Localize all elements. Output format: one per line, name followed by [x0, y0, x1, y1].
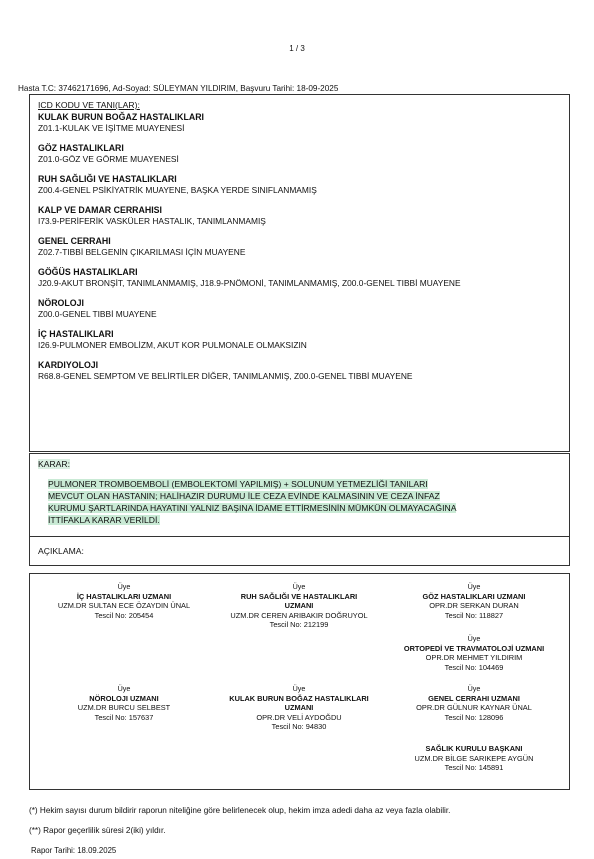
diagnosis-group [38, 205, 561, 227]
diagnosis-text: Z01.0-GÖZ VE GÖRME MUAYENESİ [38, 154, 179, 164]
diagnosis-department: RUH SAĞLIĞI VE HASTALIKLARI [38, 174, 177, 184]
member-role: Üye [467, 582, 481, 591]
diagnosis-text: I73.9-PERİFERİK VASKÜLER HASTALIK, TANIMLANMAMIŞ [38, 216, 266, 226]
diagnosis-department: NÖROLOJI [38, 298, 84, 308]
member-name: OPR.DR GÜLNUR KAYNAR ÜNAL [416, 703, 532, 713]
decision-text [48, 478, 561, 526]
committee-chair [394, 744, 554, 773]
member-name: UZM.DR SULTAN ECE ÖZAYDIN ÜNAL [57, 601, 191, 611]
patient-info-line: Hasta T.C: 37462171696, Ad-Soyad: SÜLEYMAN YILDIRIM, Başvuru Tarihi: 18-09-2025 [18, 84, 339, 93]
committee-member [219, 684, 379, 732]
member-title: GÖZ HASTALIKLARI UZMANI [422, 591, 526, 601]
member-role: Üye [117, 582, 131, 591]
explanation-box [29, 536, 570, 566]
diagnosis-department: GÖĞÜS HASTALIKLARI [38, 267, 138, 277]
diagnosis-department: GÖZ HASTALIKLARI [38, 143, 124, 153]
member-name: UZM.DR CEREN ARIBAKIR DOĞRUYOL [230, 610, 368, 620]
icd-heading: ICD KODU VE TANI(LAR): [38, 100, 140, 110]
report-date: Rapor Tarihi: 18.09.2025 [31, 846, 117, 855]
member-name: UZM.DR BURCU SELBEST [77, 703, 171, 713]
decision-line: KURUMU ŞARTLARINDA HAYATINI YALNIZ BAŞINA İDAME ETTİRMESİNİN MÜMKÜN OLMAYACAĞINA [48, 503, 457, 513]
diagnosis-department: GENEL CERRAHI [38, 236, 111, 246]
member-registration: Tescil No: 104469 [444, 662, 504, 672]
diagnosis-group [38, 329, 561, 351]
diagnosis-group [38, 267, 561, 289]
member-title: NÖROLOJI UZMANI [89, 693, 159, 703]
diagnosis-department: KARDIYOLOJI [38, 360, 99, 370]
member-title: SAĞLIK KURULU BAŞKANI [425, 744, 523, 753]
diagnosis-group [38, 360, 561, 382]
decision-line: PULMONER TROMBOEMBOLİ (EMBOLEKTOMİ YAPILMIŞ) + SOLUNUM YETMEZLİĞİ TANILARI [48, 479, 428, 489]
member-role: Üye [292, 684, 306, 693]
footnote-physician-count: (*) Hekim sayısı durum bildirir raporun niteliğine göre belirlenecek olup, hekim imza adedi daha az veya fazla olabilir. [29, 806, 451, 815]
member-registration: Tescil No: 205454 [94, 610, 154, 620]
diagnosis-text: Z01.1-KULAK VE İŞİTME MUAYENESİ [38, 123, 185, 133]
diagnosis-text: R68.8-GENEL SEMPTOM VE BELİRTİLER DİĞER, TANIMLANMIŞ, Z00.0-GENEL TIBBİ MUAYENE [38, 371, 413, 381]
member-registration: Tescil No: 94830 [271, 722, 327, 732]
committee-member [394, 684, 554, 722]
diagnosis-text: J20.9-AKUT BRONŞİT, TANIMLANMAMIŞ, J18.9-PNÖMONİ, TANIMLANMAMIŞ, Z00.0-GENEL TIBBİ MUAYENE [38, 278, 461, 288]
diagnosis-department: İÇ HASTALIKLARI [38, 329, 114, 339]
member-title-cont: UZMANI [284, 703, 314, 713]
member-title-cont: UZMANI [284, 601, 314, 611]
diagnosis-text: I26.9-PULMONER EMBOLİZM, AKUT KOR PULMONALE OLMAKSIZIN [38, 340, 307, 350]
committee-member [394, 634, 554, 672]
member-registration: Tescil No: 157637 [94, 712, 154, 722]
diagnosis-group [38, 143, 561, 165]
diagnosis-group [38, 298, 561, 320]
footnote-validity: (**) Rapor geçerlilik süresi 2(iki) yıldır. [29, 826, 166, 835]
committee-member [219, 582, 379, 630]
decision-line: İTTİFAKLA KARAR VERİLDİ. [48, 515, 160, 525]
member-registration: Tescil No: 128096 [444, 712, 504, 722]
committee-member [44, 582, 204, 620]
committee-signature-box [29, 573, 570, 790]
diagnosis-group [38, 112, 561, 134]
member-title: GENEL CERRAHI UZMANI [428, 693, 520, 703]
member-role: Üye [467, 634, 481, 643]
member-title: İÇ HASTALIKLARI UZMANI [76, 591, 172, 601]
member-role: Üye [292, 582, 306, 591]
explanation-label: AÇIKLAMA: [38, 546, 84, 556]
committee-member [44, 684, 204, 722]
page-number: 1 / 3 [289, 44, 305, 53]
member-name: OPR.DR VELİ AYDOĞDU [256, 712, 342, 722]
member-name: UZM.DR BİLGE SARIKEPE AYGÜN [414, 753, 534, 763]
diagnosis-text: Z00.4-GENEL PSİKİYATRİK MUAYENE, BAŞKA YERDE SINIFLANMAMIŞ [38, 185, 317, 195]
diagnosis-group [38, 174, 561, 196]
decision-line: MEVCUT OLAN HASTANIN; HALİHAZIR DURUMU İLE CEZA EVİNDE KALMASININ VE CEZA İNFAZ [48, 491, 440, 501]
diagnosis-department: KALP VE DAMAR CERRAHISI [38, 205, 162, 215]
diagnosis-group [38, 236, 561, 258]
member-title: KULAK BURUN BOĞAZ HASTALIKLARI [229, 693, 369, 703]
member-registration: Tescil No: 118827 [444, 610, 504, 620]
member-registration: Tescil No: 212199 [269, 620, 329, 630]
member-name: OPR.DR MEHMET YILDIRIM [425, 653, 523, 663]
member-title: RUH SAĞLIĞI VE HASTALIKLARI [240, 591, 358, 601]
member-registration: Tescil No: 145891 [444, 763, 504, 773]
member-role: Üye [467, 684, 481, 693]
decision-box [29, 453, 570, 537]
diagnosis-department: KULAK BURUN BOĞAZ HASTALIKLARI [38, 112, 204, 122]
member-role: Üye [117, 684, 131, 693]
member-name: OPR.DR SERKAN DURAN [429, 601, 519, 611]
committee-member [394, 582, 554, 620]
diagnosis-text: Z02.7-TIBBİ BELGENİN ÇIKARILMASI İÇİN MUAYENE [38, 247, 246, 257]
icd-diagnosis-box [29, 94, 570, 452]
diagnosis-text: Z00.0-GENEL TIBBİ MUAYENE [38, 309, 157, 319]
member-title: ORTOPEDİ VE TRAVMATOLOJİ UZMANI [403, 643, 545, 653]
decision-label: KARAR: [38, 459, 70, 469]
